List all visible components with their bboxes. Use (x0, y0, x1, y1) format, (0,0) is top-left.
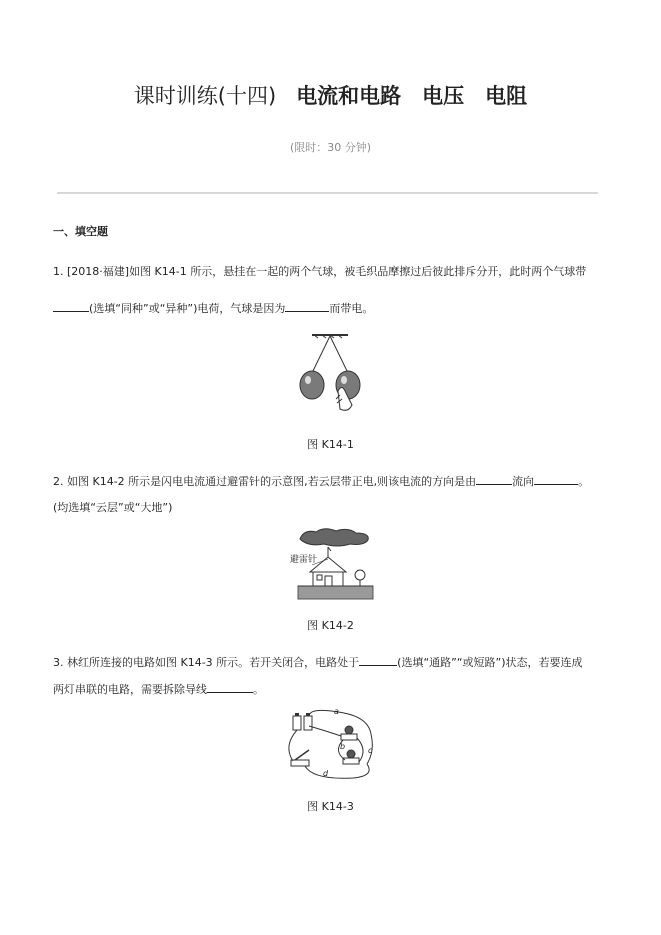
answer-blank[interactable] (207, 681, 253, 693)
answer-blank[interactable] (476, 473, 512, 485)
header-divider (57, 192, 598, 194)
answer-blank[interactable] (359, 654, 397, 666)
q2-line1 (53, 473, 589, 489)
q1-line1: 1. [2018·福建]如图 K14-1 所示，悬挂在一起的两个气球，被毛织品摩擦过后彼此排斥分开，此时两个气球带 (53, 265, 587, 278)
q2-line2: (均选填“云层”或“大地”) (53, 501, 173, 514)
figure-caption: 图 K14-2 (307, 619, 354, 632)
lightning-rod-label: 避雷针 (290, 555, 318, 565)
q3-line1 (53, 654, 583, 670)
q3-line2 (53, 681, 264, 697)
answer-blank[interactable] (534, 473, 578, 485)
q1-text-a: (选填“同种”或“异种”)电荷，气球是因为 (89, 302, 286, 315)
wire-label-c: c (368, 746, 373, 755)
q2-text-b: 流向 (512, 475, 535, 488)
wire-label-d: d (323, 769, 329, 778)
q2-text-a: 2. 如图 K14-2 所示是闪电电流通过避雷针的示意图,若云层带正电,则该电流的方向是由 (53, 475, 477, 488)
q2-text-c: 。 (578, 475, 590, 488)
answer-blank[interactable] (285, 300, 329, 312)
circuit-figure (283, 706, 378, 781)
figure-caption: 图 K14-3 (307, 800, 354, 813)
page-title (0, 80, 661, 110)
title-lesson: 课时训练(十四) (133, 84, 277, 108)
answer-blank[interactable] (53, 300, 89, 312)
q3-text-a: 3. 林红所连接的电路如图 K14-3 所示。若开关闭合，电路处于 (53, 656, 360, 669)
q3-text-a2: 两灯串联的电路，需要拆除导线 (53, 683, 207, 696)
wire-label-a: a (334, 707, 339, 716)
q1-line2 (53, 300, 373, 316)
section-title: 一、填空题 (53, 225, 108, 238)
wire-label-b: b (340, 742, 346, 751)
q3-text-b2: 。 (253, 683, 264, 696)
title-topic: 电流和电路 电压 电阻 (296, 84, 528, 108)
balloons-figure (290, 333, 370, 423)
q3-text-b: (选填“通路”“或短路”)状态，若要连成 (397, 656, 583, 669)
figure-caption: 图 K14-1 (307, 438, 354, 451)
time-limit: (限时：30 分钟) (289, 141, 372, 154)
q1-text-b: 而带电。 (329, 302, 374, 315)
